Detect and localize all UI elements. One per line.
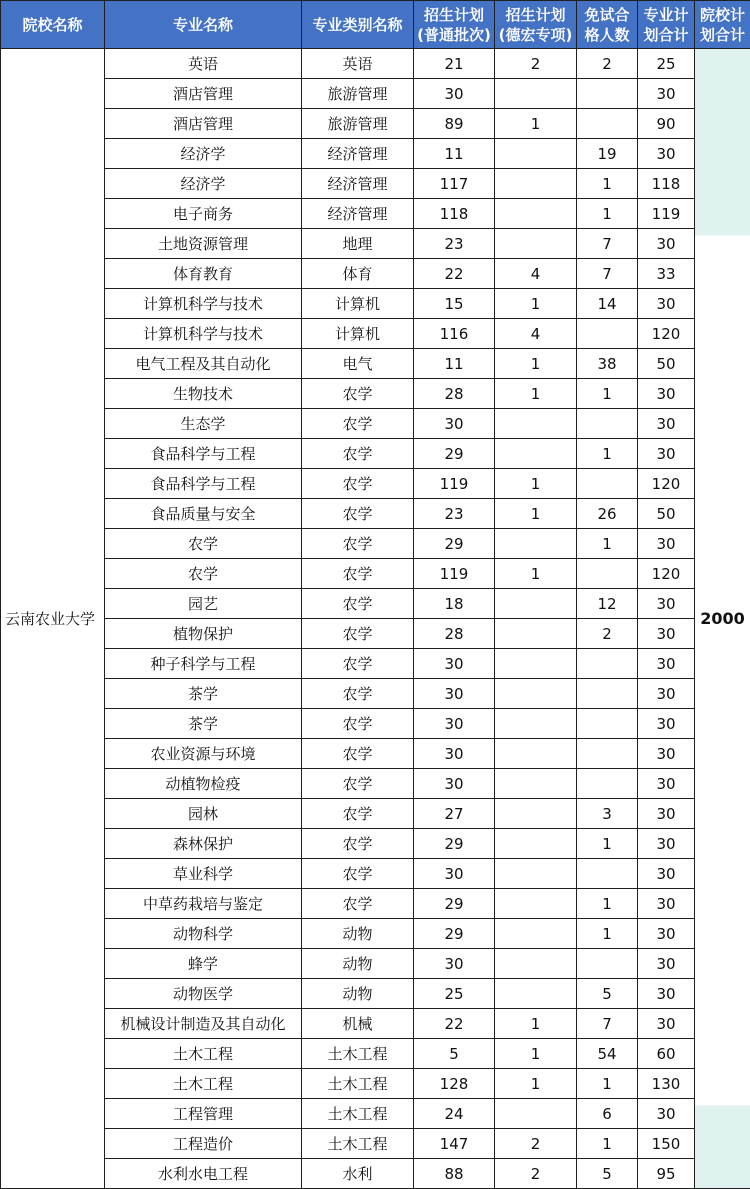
header-major-total-line2: 划合计: [643, 25, 689, 44]
header-plan-general: [414, 1, 495, 49]
category-cell: 农学: [302, 709, 414, 739]
major-cell: 农业资源与环境: [105, 739, 302, 769]
major-total-cell: 30: [638, 409, 695, 439]
plan-dehong-cell: 2: [495, 49, 577, 79]
plan-dehong-cell: [495, 709, 577, 739]
major-cell: 茶学: [105, 709, 302, 739]
plan-general-cell: 22: [414, 1009, 495, 1039]
table-row: [1, 889, 750, 919]
exempt-cell: 1: [577, 199, 638, 229]
major-total-cell: 25: [638, 49, 695, 79]
table-row: [1, 1009, 750, 1039]
major-total-cell: 50: [638, 499, 695, 529]
category-cell: 水利: [302, 1159, 414, 1189]
major-total-cell: 130: [638, 1069, 695, 1099]
major-cell: 经济学: [105, 169, 302, 199]
table-row: [1, 259, 750, 289]
table-row: [1, 319, 750, 349]
plan-general-cell: 11: [414, 139, 495, 169]
plan-general-cell: 29: [414, 919, 495, 949]
plan-dehong-cell: 1: [495, 1039, 577, 1069]
exempt-cell: 7: [577, 229, 638, 259]
major-cell: 森林保护: [105, 829, 302, 859]
category-cell: 农学: [302, 799, 414, 829]
exempt-cell: 7: [577, 259, 638, 289]
school-name-cell: 云南农业大学: [1, 49, 105, 1189]
plan-general-cell: 119: [414, 559, 495, 589]
major-total-cell: 60: [638, 1039, 695, 1069]
major-total-cell: 30: [638, 709, 695, 739]
header-plan-general-line2: (普通批次): [417, 25, 491, 44]
header-school: 院校名称: [1, 1, 105, 49]
plan-general-cell: 28: [414, 619, 495, 649]
category-cell: 农学: [302, 679, 414, 709]
plan-dehong-cell: 2: [495, 1159, 577, 1189]
header-plan-general-line1: 招生计划: [423, 5, 484, 24]
category-cell: 农学: [302, 439, 414, 469]
table-row: [1, 709, 750, 739]
major-cell: 食品质量与安全: [105, 499, 302, 529]
exempt-cell: [577, 679, 638, 709]
plan-general-cell: 89: [414, 109, 495, 139]
exempt-cell: 1: [577, 169, 638, 199]
plan-general-cell: 30: [414, 79, 495, 109]
exempt-cell: 7: [577, 1009, 638, 1039]
major-cell: 工程造价: [105, 1129, 302, 1159]
major-total-cell: 30: [638, 679, 695, 709]
major-cell: 酒店管理: [105, 109, 302, 139]
table-row: [1, 439, 750, 469]
category-cell: 计算机: [302, 319, 414, 349]
major-cell: 计算机科学与技术: [105, 319, 302, 349]
table-row: [1, 589, 750, 619]
plan-dehong-cell: [495, 619, 577, 649]
category-cell: 土木工程: [302, 1099, 414, 1129]
category-cell: 旅游管理: [302, 109, 414, 139]
major-total-cell: 30: [638, 619, 695, 649]
plan-dehong-cell: 1: [495, 379, 577, 409]
plan-dehong-cell: [495, 649, 577, 679]
category-cell: 英语: [302, 49, 414, 79]
plan-general-cell: 128: [414, 1069, 495, 1099]
category-cell: 农学: [302, 559, 414, 589]
exempt-cell: 26: [577, 499, 638, 529]
exempt-cell: [577, 319, 638, 349]
header-school-total-line1: 院校计: [699, 5, 745, 24]
major-cell: 土木工程: [105, 1039, 302, 1069]
exempt-cell: [577, 469, 638, 499]
major-cell: 植物保护: [105, 619, 302, 649]
category-cell: 农学: [302, 619, 414, 649]
exempt-cell: 5: [577, 1159, 638, 1189]
plan-dehong-cell: [495, 79, 577, 109]
major-cell: 动物医学: [105, 979, 302, 1009]
major-total-cell: 30: [638, 919, 695, 949]
exempt-cell: 1: [577, 889, 638, 919]
exempt-cell: 1: [577, 529, 638, 559]
plan-dehong-cell: 1: [495, 469, 577, 499]
header-major-total: [638, 1, 695, 49]
table-row: [1, 1159, 750, 1189]
plan-dehong-cell: [495, 169, 577, 199]
table-row: [1, 679, 750, 709]
plan-general-cell: 29: [414, 439, 495, 469]
category-cell: 农学: [302, 529, 414, 559]
table-row: [1, 859, 750, 889]
exempt-cell: 3: [577, 799, 638, 829]
table-row: [1, 1099, 750, 1129]
header-major-total-line1: 专业计: [643, 5, 689, 24]
plan-dehong-cell: [495, 949, 577, 979]
table-row: [1, 289, 750, 319]
exempt-cell: 54: [577, 1039, 638, 1069]
major-total-cell: 30: [638, 379, 695, 409]
plan-dehong-cell: [495, 919, 577, 949]
table-row: [1, 169, 750, 199]
table-row: [1, 409, 750, 439]
major-cell: 电气工程及其自动化: [105, 349, 302, 379]
major-total-cell: 120: [638, 469, 695, 499]
category-cell: 农学: [302, 469, 414, 499]
category-cell: 农学: [302, 859, 414, 889]
table-row: [1, 919, 750, 949]
table-row: [1, 619, 750, 649]
table-row: [1, 379, 750, 409]
plan-dehong-cell: [495, 829, 577, 859]
major-cell: 食品科学与工程: [105, 439, 302, 469]
exempt-cell: [577, 79, 638, 109]
plan-dehong-cell: 1: [495, 289, 577, 319]
plan-dehong-cell: [495, 799, 577, 829]
category-cell: 体育: [302, 259, 414, 289]
category-cell: 农学: [302, 409, 414, 439]
table-row: [1, 559, 750, 589]
major-cell: 工程管理: [105, 1099, 302, 1129]
plan-dehong-cell: 1: [495, 559, 577, 589]
plan-general-cell: 147: [414, 1129, 495, 1159]
major-cell: 农学: [105, 559, 302, 589]
header-plan-dehong: [495, 1, 577, 49]
table-row: [1, 499, 750, 529]
table-row: [1, 1129, 750, 1159]
exempt-cell: 1: [577, 379, 638, 409]
plan-general-cell: 23: [414, 499, 495, 529]
exempt-cell: 12: [577, 589, 638, 619]
category-cell: 农学: [302, 769, 414, 799]
exempt-cell: [577, 559, 638, 589]
plan-dehong-cell: 1: [495, 499, 577, 529]
table-row: [1, 49, 750, 79]
exempt-cell: 2: [577, 619, 638, 649]
plan-general-cell: 29: [414, 529, 495, 559]
table-row: [1, 829, 750, 859]
major-total-cell: 120: [638, 559, 695, 589]
table-row: [1, 199, 750, 229]
major-total-cell: 95: [638, 1159, 695, 1189]
plan-dehong-cell: [495, 859, 577, 889]
exempt-cell: 1: [577, 919, 638, 949]
plan-general-cell: 11: [414, 349, 495, 379]
table-row: [1, 739, 750, 769]
plan-dehong-cell: 1: [495, 109, 577, 139]
category-cell: 土木工程: [302, 1069, 414, 1099]
plan-general-cell: 30: [414, 709, 495, 739]
category-cell: 农学: [302, 589, 414, 619]
category-cell: 机械: [302, 1009, 414, 1039]
major-total-cell: 120: [638, 319, 695, 349]
major-cell: 英语: [105, 49, 302, 79]
major-total-cell: 30: [638, 229, 695, 259]
plan-general-cell: 27: [414, 799, 495, 829]
major-total-cell: 33: [638, 259, 695, 289]
plan-general-cell: 119: [414, 469, 495, 499]
major-total-cell: 90: [638, 109, 695, 139]
exempt-cell: 1: [577, 1069, 638, 1099]
plan-general-cell: 5: [414, 1039, 495, 1069]
major-cell: 动植物检疫: [105, 769, 302, 799]
exempt-cell: [577, 409, 638, 439]
major-total-cell: 30: [638, 739, 695, 769]
category-cell: 土木工程: [302, 1129, 414, 1159]
major-total-cell: 30: [638, 889, 695, 919]
table-row: [1, 529, 750, 559]
major-cell: 生物技术: [105, 379, 302, 409]
exempt-cell: 2: [577, 49, 638, 79]
major-total-cell: 30: [638, 829, 695, 859]
major-total-cell: 118: [638, 169, 695, 199]
category-cell: 旅游管理: [302, 79, 414, 109]
category-cell: 农学: [302, 829, 414, 859]
major-total-cell: 30: [638, 289, 695, 319]
plan-dehong-cell: 1: [495, 1009, 577, 1039]
exempt-cell: [577, 109, 638, 139]
plan-dehong-cell: [495, 979, 577, 1009]
exempt-cell: 19: [577, 139, 638, 169]
plan-general-cell: 18: [414, 589, 495, 619]
category-cell: 农学: [302, 739, 414, 769]
plan-dehong-cell: [495, 199, 577, 229]
plan-dehong-cell: [495, 529, 577, 559]
major-cell: 园林: [105, 799, 302, 829]
exempt-cell: 6: [577, 1099, 638, 1129]
major-cell: 种子科学与工程: [105, 649, 302, 679]
major-cell: 食品科学与工程: [105, 469, 302, 499]
category-cell: 动物: [302, 949, 414, 979]
exempt-cell: [577, 769, 638, 799]
category-cell: 计算机: [302, 289, 414, 319]
plan-general-cell: 30: [414, 679, 495, 709]
plan-dehong-cell: [495, 739, 577, 769]
major-total-cell: 30: [638, 799, 695, 829]
table-header: [1, 1, 750, 49]
major-cell: 农学: [105, 529, 302, 559]
exempt-cell: [577, 949, 638, 979]
plan-dehong-cell: 2: [495, 1129, 577, 1159]
exempt-cell: 14: [577, 289, 638, 319]
table-row: [1, 649, 750, 679]
exempt-cell: [577, 739, 638, 769]
exempt-cell: [577, 649, 638, 679]
major-cell: 草业科学: [105, 859, 302, 889]
header-major: 专业名称: [105, 1, 302, 49]
header-category: 专业类别名称: [302, 1, 414, 49]
plan-dehong-cell: [495, 229, 577, 259]
plan-general-cell: 29: [414, 829, 495, 859]
plan-dehong-cell: [495, 679, 577, 709]
plan-general-cell: 24: [414, 1099, 495, 1129]
category-cell: 农学: [302, 379, 414, 409]
table-row: [1, 979, 750, 1009]
major-cell: 酒店管理: [105, 79, 302, 109]
category-cell: 农学: [302, 499, 414, 529]
table-row: [1, 1069, 750, 1099]
table-row: [1, 1039, 750, 1069]
major-total-cell: 30: [638, 1009, 695, 1039]
major-total-cell: 30: [638, 979, 695, 1009]
category-cell: 农学: [302, 649, 414, 679]
major-total-cell: 30: [638, 649, 695, 679]
header-exempt-line2: 格人数: [584, 25, 630, 44]
plan-dehong-cell: [495, 1099, 577, 1129]
exempt-cell: [577, 709, 638, 739]
category-cell: 经济管理: [302, 169, 414, 199]
plan-dehong-cell: 1: [495, 349, 577, 379]
table-row: [1, 109, 750, 139]
plan-general-cell: 23: [414, 229, 495, 259]
exempt-cell: 1: [577, 829, 638, 859]
table-row: [1, 769, 750, 799]
table-row: [1, 469, 750, 499]
header-exempt-line1: 免试合: [584, 5, 630, 24]
plan-dehong-cell: [495, 769, 577, 799]
exempt-cell: 1: [577, 1129, 638, 1159]
table-row: [1, 79, 750, 109]
plan-general-cell: 29: [414, 889, 495, 919]
plan-general-cell: 30: [414, 769, 495, 799]
major-cell: 土木工程: [105, 1069, 302, 1099]
category-cell: 经济管理: [302, 139, 414, 169]
major-cell: 中草药栽培与鉴定: [105, 889, 302, 919]
major-cell: 蜂学: [105, 949, 302, 979]
major-cell: 体育教育: [105, 259, 302, 289]
plan-general-cell: 116: [414, 319, 495, 349]
plan-dehong-cell: 1: [495, 1069, 577, 1099]
plan-general-cell: 30: [414, 859, 495, 889]
major-total-cell: 30: [638, 769, 695, 799]
category-cell: 地理: [302, 229, 414, 259]
plan-general-cell: 30: [414, 409, 495, 439]
table-row: [1, 139, 750, 169]
plan-dehong-cell: [495, 589, 577, 619]
plan-dehong-cell: [495, 439, 577, 469]
plan-general-cell: 15: [414, 289, 495, 319]
major-cell: 经济学: [105, 139, 302, 169]
exempt-cell: [577, 859, 638, 889]
category-cell: 动物: [302, 979, 414, 1009]
table-row: [1, 229, 750, 259]
table-row: [1, 349, 750, 379]
plan-general-cell: 21: [414, 49, 495, 79]
major-cell: 动物科学: [105, 919, 302, 949]
major-cell: 电子商务: [105, 199, 302, 229]
major-total-cell: 30: [638, 949, 695, 979]
plan-general-cell: 25: [414, 979, 495, 1009]
major-cell: 水利水电工程: [105, 1159, 302, 1189]
plan-general-cell: 117: [414, 169, 495, 199]
plan-general-cell: 30: [414, 649, 495, 679]
plan-general-cell: 118: [414, 199, 495, 229]
school-total-cell: 2000: [695, 49, 750, 1189]
exempt-cell: 38: [577, 349, 638, 379]
plan-dehong-cell: [495, 409, 577, 439]
table-body: [1, 49, 750, 1189]
plan-general-cell: 88: [414, 1159, 495, 1189]
exempt-cell: 1: [577, 439, 638, 469]
major-total-cell: 119: [638, 199, 695, 229]
major-cell: 园艺: [105, 589, 302, 619]
major-cell: 机械设计制造及其自动化: [105, 1009, 302, 1039]
major-total-cell: 30: [638, 1099, 695, 1129]
category-cell: 经济管理: [302, 199, 414, 229]
plan-general-cell: 30: [414, 949, 495, 979]
major-total-cell: 30: [638, 529, 695, 559]
table-row: [1, 799, 750, 829]
major-total-cell: 30: [638, 859, 695, 889]
major-total-cell: 30: [638, 79, 695, 109]
category-cell: 土木工程: [302, 1039, 414, 1069]
plan-dehong-cell: [495, 139, 577, 169]
exempt-cell: 5: [577, 979, 638, 1009]
header-school-total-line2: 划合计: [699, 25, 745, 44]
major-total-cell: 150: [638, 1129, 695, 1159]
header-exempt: [577, 1, 638, 49]
plan-dehong-cell: [495, 889, 577, 919]
major-cell: 生态学: [105, 409, 302, 439]
major-cell: 计算机科学与技术: [105, 289, 302, 319]
plan-general-cell: 30: [414, 739, 495, 769]
plan-general-cell: 22: [414, 259, 495, 289]
table-row: [1, 949, 750, 979]
major-total-cell: 30: [638, 139, 695, 169]
category-cell: 动物: [302, 919, 414, 949]
header-school-total: [695, 1, 750, 49]
plan-general-cell: 28: [414, 379, 495, 409]
major-total-cell: 30: [638, 589, 695, 619]
major-cell: 茶学: [105, 679, 302, 709]
major-total-cell: 50: [638, 349, 695, 379]
major-cell: 土地资源管理: [105, 229, 302, 259]
header-row: [1, 1, 750, 49]
header-plan-dehong-line2: (德宏专项): [498, 25, 573, 44]
plan-dehong-cell: 4: [495, 259, 577, 289]
header-plan-dehong-line1: 招生计划: [505, 5, 566, 24]
category-cell: 农学: [302, 889, 414, 919]
major-total-cell: 30: [638, 439, 695, 469]
category-cell: 电气: [302, 349, 414, 379]
plan-dehong-cell: 4: [495, 319, 577, 349]
